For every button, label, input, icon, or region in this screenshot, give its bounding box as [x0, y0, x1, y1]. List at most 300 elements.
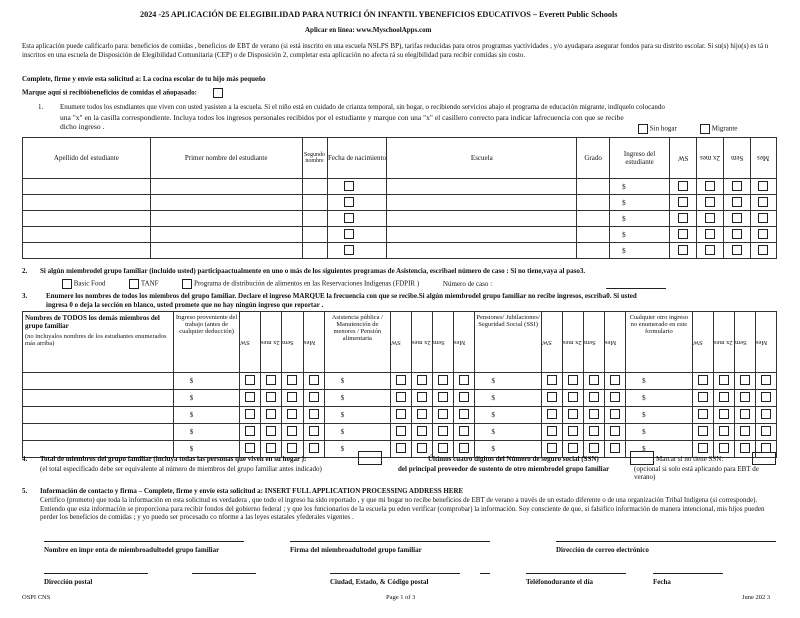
frequency-checkbox[interactable]: [287, 375, 297, 385]
frequency-checkbox[interactable]: [719, 409, 729, 419]
frequency-checkbox[interactable]: [719, 426, 729, 436]
freq-cell: [723, 179, 750, 195]
frequency-checkbox[interactable]: [245, 392, 255, 402]
step5-text-a: Información de contacto y firma – Complete, firme y envíe esta solicitud a: INSERT FULL APPLICATION PROCESSING ADDRESS HERE: [40, 487, 464, 495]
email-field[interactable]: [556, 541, 776, 542]
freq-cell: [412, 390, 433, 407]
frequency-checkbox[interactable]: [758, 213, 768, 223]
case-number-label: Número de caso :: [442, 279, 493, 288]
household-row: [23, 390, 777, 407]
student-dob-cell[interactable]: [327, 179, 387, 195]
hh-col-work: Ingreso proveniente del trabajo (antes de cualquier deducción): [173, 312, 240, 373]
address-label: Dirección postal: [44, 578, 93, 586]
frequency-checkbox[interactable]: [459, 443, 469, 453]
frequency-checkbox[interactable]: [705, 181, 715, 191]
student-first-name-cell[interactable]: [150, 243, 302, 259]
frequency-checkbox[interactable]: [678, 245, 688, 255]
city-state-zip-field[interactable]: [330, 573, 460, 574]
household-row: [23, 373, 777, 390]
student-grade-cell[interactable]: [577, 195, 610, 211]
frequency-checkbox[interactable]: [610, 426, 620, 436]
step4-number: 4.: [22, 455, 28, 463]
student-last-name-cell[interactable]: [23, 243, 151, 259]
freq-cell: [755, 373, 776, 390]
tanf-label: TANF: [140, 279, 159, 288]
income-amount-cell[interactable]: [626, 373, 693, 390]
frequency-checkbox[interactable]: [438, 426, 448, 436]
migrant-option: [700, 124, 737, 134]
frequency-checkbox[interactable]: [438, 375, 448, 385]
date-label: Fecha: [653, 578, 671, 586]
income-amount-cell[interactable]: [626, 424, 693, 441]
freq-cell: [303, 373, 324, 390]
freq-cell: [605, 441, 626, 458]
freq-cell: [282, 390, 303, 407]
freq-cell: [282, 424, 303, 441]
freq-cell: [697, 195, 724, 211]
col-last-name: Apellido del estudiante: [23, 138, 151, 179]
frequency-checkbox[interactable]: [761, 409, 771, 419]
frequency-checkbox[interactable]: [610, 375, 620, 385]
household-member-name-cell[interactable]: [23, 390, 174, 407]
freq-cell: [412, 373, 433, 390]
student-first-name-cell[interactable]: [150, 179, 302, 195]
step1-text-b: una "x" en la casilla correspondiente. Incluya todos los ingresos personales recibidos por el estudiante y marque con una "x" el casillero correcto para indicar lafrecuencia con que se recibe dicho ingreso .: [60, 113, 624, 131]
freq-cell: [734, 390, 755, 407]
student-income-cell[interactable]: [610, 211, 670, 227]
frequency-checkbox[interactable]: [417, 443, 427, 453]
freq-cell: [692, 390, 713, 407]
freq-cell: [734, 373, 755, 390]
frequency-checkbox[interactable]: [266, 426, 276, 436]
email-label: Dirección de correo electrónico: [556, 546, 649, 554]
student-dob-cell[interactable]: [327, 227, 387, 243]
income-amount-cell[interactable]: [173, 390, 240, 407]
dollar-sign: $: [491, 377, 495, 385]
student-second-name-cell[interactable]: [302, 227, 327, 243]
frequency-checkbox[interactable]: [287, 443, 297, 453]
frequency-checkbox[interactable]: [438, 443, 448, 453]
frequency-checkbox[interactable]: [547, 409, 557, 419]
freq-cell: [541, 424, 562, 441]
frequency-checkbox[interactable]: [589, 375, 599, 385]
frequency-checkbox[interactable]: [287, 392, 297, 402]
col-freq-4: Mes: [750, 138, 776, 179]
frequency-checkbox[interactable]: [266, 375, 276, 385]
freq-cell: [391, 390, 412, 407]
freq-cell: [583, 373, 604, 390]
freq-cell: [391, 373, 412, 390]
freq-cell: [562, 373, 583, 390]
freq-cell: [583, 424, 604, 441]
student-school-cell[interactable]: [387, 211, 577, 227]
step2-options: [62, 279, 492, 289]
city-label: Ciudad, Estado, & Código postal: [330, 578, 429, 586]
frequency-checkbox[interactable]: [761, 375, 771, 385]
freq-cell: [713, 390, 734, 407]
step2-text: Si algún miembrodel grupo familiar (incluido usted) participaactualmente en uno o más de los siguientes programas de Asistencia, escribael número de caso : Si no tiene,vaya al paso3.: [40, 267, 586, 275]
hh-col-pension: Pensiones/ Jubilaciones/ Seguridad Social (SSI): [475, 312, 542, 373]
frequency-checkbox[interactable]: [417, 375, 427, 385]
freq-cell: [723, 195, 750, 211]
frequency-checkbox[interactable]: [396, 426, 406, 436]
frequency-checkbox[interactable]: [287, 426, 297, 436]
frequency-checkbox[interactable]: [245, 426, 255, 436]
frequency-checkbox[interactable]: [719, 375, 729, 385]
frequency-checkbox[interactable]: [459, 426, 469, 436]
freq-cell: [391, 441, 412, 458]
instruction-submit: Complete, firme y envíe esta solicitud a: La cocina escolar de tu hijo más pequeño: [22, 75, 266, 83]
ssn-field[interactable]: [630, 451, 654, 465]
student-grade-cell[interactable]: [577, 179, 610, 195]
student-dob-cell[interactable]: [327, 211, 387, 227]
student-school-cell[interactable]: [387, 243, 577, 259]
household-member-name-cell[interactable]: [23, 407, 174, 424]
income-amount-cell[interactable]: [173, 407, 240, 424]
frequency-checkbox[interactable]: [719, 392, 729, 402]
step5-certify: Certifico (prometo) que toda la información en esta solicitud es verdadera , que todo el ingreso ha sido reportado , y que mi hogar no recibe beneficios de EBT de verano a través de un estado diferente o de una organización Tribal Indígena (si corresponde). Entiendo que esta información se proporciona para recibir fondos del gobierno federal ; y que los funcionarios de la escuela pu eden verificar (comprobar) la información. Soy consciente de que, si falsifico información de manera intencional, mis hijos pueden perder los beneficios de comidas ; y yo puedo ser procesado co nforme a las leyes estatales yfederales vigentes .: [40, 496, 765, 521]
printed-name-label: Nombre en impr enta de miembroadultodel grupo familiar: [44, 546, 220, 554]
income-amount-cell[interactable]: [626, 407, 693, 424]
household-member-name-cell[interactable]: [23, 424, 174, 441]
frequency-checkbox[interactable]: [698, 392, 708, 402]
dollar-sign: $: [622, 198, 626, 207]
frequency-checkbox[interactable]: [309, 409, 319, 419]
freq-cell: [697, 211, 724, 227]
frequency-checkbox[interactable]: [396, 392, 406, 402]
student-income-cell[interactable]: [610, 195, 670, 211]
frequency-checkbox[interactable]: [568, 375, 578, 385]
step3-text-a: Enumere los nombres de todos los miembros del grupo familiar. Declare el ingreso MARQUE la frecuencia con que se recibe.Si algún miembrodel grupo familiar no recibe ingresos, escriba0. Si usted: [46, 292, 637, 300]
frequency-checkbox[interactable]: [761, 392, 771, 402]
freq-cell: [713, 407, 734, 424]
frequency-checkbox[interactable]: [396, 409, 406, 419]
student-second-name-cell[interactable]: [302, 243, 327, 259]
dollar-sign: $: [340, 428, 345, 436]
basic-food-label: Basic Food: [73, 279, 106, 288]
frequency-checkbox[interactable]: [266, 409, 276, 419]
income-amount-cell[interactable]: [324, 424, 391, 441]
frequency-checkbox[interactable]: [610, 392, 620, 402]
frequency-checkbox[interactable]: [705, 213, 715, 223]
frequency-checkbox[interactable]: [438, 409, 448, 419]
freq-cell: [412, 424, 433, 441]
freq-cell: [391, 407, 412, 424]
frequency-checkbox[interactable]: [758, 197, 768, 207]
income-amount-cell[interactable]: [475, 390, 542, 407]
frequency-checkbox[interactable]: [266, 392, 276, 402]
frequency-checkbox[interactable]: [610, 443, 620, 453]
frequency-checkbox[interactable]: [417, 426, 427, 436]
dollar-sign: $: [340, 377, 345, 385]
col-dob: Fecha de nacimiento: [327, 138, 387, 179]
fdpir-checkbox[interactable]: [182, 279, 192, 289]
hh-col-assist: Asistencia pública / Manutención de menores / Pensión alimentaria: [324, 312, 391, 373]
step4-text-b: (el total especificado debe ser equivalente al número de miembros del grupo familiar antes indicado): [40, 465, 322, 473]
dollar-sign: $: [622, 214, 626, 223]
col-income: Ingreso del estudiante: [610, 138, 670, 179]
student-school-cell[interactable]: [387, 179, 577, 195]
tanf-checkbox[interactable]: [129, 279, 139, 289]
dollar-sign: $: [189, 445, 194, 453]
frequency-checkbox[interactable]: [705, 197, 715, 207]
freq-cell: [261, 424, 282, 441]
freq-cell: [433, 407, 454, 424]
student-last-name-cell[interactable]: [23, 179, 151, 195]
frequency-checkbox[interactable]: [589, 426, 599, 436]
student-first-name-cell[interactable]: [150, 211, 302, 227]
date-field[interactable]: [653, 573, 723, 574]
frequency-checkbox[interactable]: [309, 392, 319, 402]
frequency-checkbox[interactable]: [732, 181, 742, 191]
frequency-checkbox[interactable]: [245, 443, 255, 453]
frequency-checkbox[interactable]: [287, 409, 297, 419]
freq-cell: [697, 227, 724, 243]
frequency-checkbox[interactable]: [245, 409, 255, 419]
dollar-sign: $: [491, 394, 495, 402]
student-last-name-cell[interactable]: [23, 195, 151, 211]
freq-cell: [261, 407, 282, 424]
frequency-checkbox[interactable]: [758, 181, 768, 191]
student-second-name-cell[interactable]: [302, 179, 327, 195]
income-amount-cell[interactable]: [324, 390, 391, 407]
col-first-name: Primer nombre del estudiante: [150, 138, 302, 179]
freq-cell: [541, 390, 562, 407]
frequency-checkbox[interactable]: [732, 197, 742, 207]
migrant-checkbox[interactable]: [700, 124, 710, 134]
frequency-checkbox[interactable]: [740, 375, 750, 385]
col-grade: Grado: [577, 138, 610, 179]
frequency-checkbox[interactable]: [568, 443, 578, 453]
income-amount-cell[interactable]: [475, 373, 542, 390]
student-row: [23, 243, 777, 259]
frequency-checkbox[interactable]: [417, 409, 427, 419]
freq-cell: [755, 407, 776, 424]
frequency-checkbox[interactable]: [568, 392, 578, 402]
income-amount-cell[interactable]: [324, 373, 391, 390]
frequency-checkbox[interactable]: [732, 213, 742, 223]
case-number-field[interactable]: [606, 288, 666, 289]
freq-cell: [541, 407, 562, 424]
income-amount-cell[interactable]: [475, 424, 542, 441]
frequency-checkbox[interactable]: [547, 392, 557, 402]
frequency-checkbox[interactable]: [396, 443, 406, 453]
frequency-checkbox[interactable]: [438, 392, 448, 402]
signature-field[interactable]: [290, 541, 490, 542]
frequency-checkbox[interactable]: [732, 229, 742, 239]
dollar-sign: $: [642, 428, 646, 436]
homeless-checkbox[interactable]: [638, 124, 648, 134]
frequency-checkbox[interactable]: [740, 409, 750, 419]
student-second-name-cell[interactable]: [302, 211, 327, 227]
step1-text-a: Enumere todos los estudiantes que viven con usted yasisten a la escuela. Si el niño está en cuidado de crianza temporal, sin hogar, o recibiendo servicios abajo el programa de educación migrante, indíquelo colocando: [60, 103, 665, 111]
frequency-checkbox[interactable]: [678, 181, 688, 191]
foster-checkbox[interactable]: [344, 197, 354, 207]
student-school-cell[interactable]: [387, 195, 577, 211]
frequency-checkbox[interactable]: [417, 392, 427, 402]
dollar-sign: $: [189, 394, 194, 402]
step2-number: 2.: [22, 267, 28, 275]
freq-cell: [605, 424, 626, 441]
freq-cell: [713, 373, 734, 390]
frequency-checkbox[interactable]: [732, 245, 742, 255]
frequency-checkbox[interactable]: [309, 375, 319, 385]
freq-cell: [734, 407, 755, 424]
frequency-checkbox[interactable]: [678, 197, 688, 207]
frequency-checkbox[interactable]: [589, 443, 599, 453]
frequency-checkbox[interactable]: [309, 443, 319, 453]
step5-number: 5.: [22, 487, 28, 495]
ssn-label-b: del principal proveedor de sustento de otro miembrodel grupo familiar: [398, 465, 610, 473]
printed-name-field[interactable]: [44, 541, 244, 542]
dollar-sign: $: [642, 377, 646, 385]
student-last-name-cell[interactable]: [23, 227, 151, 243]
freq-cell: [605, 390, 626, 407]
dollar-sign: $: [189, 377, 194, 385]
income-amount-cell[interactable]: [626, 390, 693, 407]
income-amount-cell[interactable]: [324, 407, 391, 424]
frequency-checkbox[interactable]: [309, 426, 319, 436]
household-row: [23, 407, 777, 424]
freq-cell: [670, 211, 697, 227]
frequency-checkbox[interactable]: [610, 409, 620, 419]
frequency-checkbox[interactable]: [698, 409, 708, 419]
student-first-name-cell[interactable]: [150, 227, 302, 243]
student-last-name-cell[interactable]: [23, 211, 151, 227]
frequency-checkbox[interactable]: [698, 426, 708, 436]
freq-cell: [692, 407, 713, 424]
frequency-checkbox[interactable]: [589, 392, 599, 402]
dollar-sign: $: [622, 182, 626, 191]
foster-checkbox[interactable]: [344, 213, 354, 223]
basic-food-checkbox[interactable]: [62, 279, 72, 289]
student-grade-cell[interactable]: [577, 227, 610, 243]
freq-cell: [713, 424, 734, 441]
foster-checkbox[interactable]: [344, 245, 354, 255]
student-income-cell[interactable]: [610, 227, 670, 243]
frequency-checkbox[interactable]: [758, 245, 768, 255]
frequency-checkbox[interactable]: [266, 443, 276, 453]
frequency-checkbox[interactable]: [547, 443, 557, 453]
frequency-checkbox[interactable]: [705, 245, 715, 255]
step3-number: 3.: [22, 292, 28, 300]
frequency-checkbox[interactable]: [568, 409, 578, 419]
no-ssn-checkbox[interactable]: [752, 452, 776, 465]
freq-cell: [412, 407, 433, 424]
freq-cell: [750, 243, 776, 259]
foster-checkbox[interactable]: [344, 229, 354, 239]
household-total-field[interactable]: [358, 451, 382, 465]
household-header-row: Nombres de TODOS los demás miembros del grupo familiar (no incluyalos nombres de los estudiantes enumerados más arriba) Ingreso proveniente del trabajo (antes de cualquier deducción) SW 2x mes Sem Mes Asistencia pública / Manutención de menores / Pensión alimentaria SW 2x mes Sem Mes Pensiones/ Jubilaciones/ Seguridad Social (SSI) SW 2x mes Sem Mes Cualquier otro ingreso no enumerado en este formulario SW 2x mes Sem Mes: [23, 312, 777, 373]
student-first-name-cell[interactable]: [150, 195, 302, 211]
student-school-cell[interactable]: [387, 227, 577, 243]
dollar-sign: $: [491, 428, 495, 436]
hh-col-names: Nombres de TODOS los demás miembros del grupo familiar (no incluyalos nombres de los estudiantes enumerados más arriba): [23, 312, 174, 373]
frequency-checkbox[interactable]: [705, 229, 715, 239]
freq-cell: [750, 195, 776, 211]
col-school: Escuela: [387, 138, 577, 179]
freq-cell: [391, 424, 412, 441]
student-grade-cell[interactable]: [577, 211, 610, 227]
freq-cell: [750, 211, 776, 227]
foster-checkbox[interactable]: [344, 181, 354, 191]
frequency-checkbox[interactable]: [678, 229, 688, 239]
frequency-checkbox[interactable]: [547, 426, 557, 436]
dollar-sign: $: [189, 411, 194, 419]
student-second-name-cell[interactable]: [302, 195, 327, 211]
frequency-checkbox[interactable]: [589, 409, 599, 419]
freq-cell: [755, 424, 776, 441]
frequency-checkbox[interactable]: [719, 443, 729, 453]
student-income-cell[interactable]: [610, 243, 670, 259]
income-amount-cell[interactable]: [173, 373, 240, 390]
freq-cell: [433, 424, 454, 441]
frequency-checkbox[interactable]: [459, 392, 469, 402]
student-dob-cell[interactable]: [327, 243, 387, 259]
dollar-sign: $: [491, 445, 495, 453]
address-field[interactable]: [44, 573, 148, 574]
freq-cell: [433, 390, 454, 407]
income-amount-cell[interactable]: [173, 424, 240, 441]
frequency-checkbox[interactable]: [459, 375, 469, 385]
frequency-checkbox[interactable]: [547, 375, 557, 385]
dollar-sign: $: [340, 394, 345, 402]
frequency-checkbox[interactable]: [698, 443, 708, 453]
student-header-row: [23, 138, 777, 179]
dollar-sign: $: [340, 445, 345, 453]
freq-cell: [692, 424, 713, 441]
frequency-checkbox[interactable]: [740, 426, 750, 436]
freq-cell: [605, 373, 626, 390]
apt-field[interactable]: [192, 573, 256, 574]
dollar-sign: $: [642, 411, 646, 419]
freq-cell: [750, 227, 776, 243]
phone-field[interactable]: [526, 573, 626, 574]
frequency-checkbox[interactable]: [761, 426, 771, 436]
freq-cell: [261, 390, 282, 407]
frequency-checkbox[interactable]: [740, 392, 750, 402]
freq-cell: [433, 373, 454, 390]
student-table: [22, 137, 777, 259]
student-row: [23, 195, 777, 211]
frequency-checkbox[interactable]: [758, 229, 768, 239]
student-grade-cell[interactable]: [577, 243, 610, 259]
freq-cell: [282, 407, 303, 424]
freq-cell: [692, 373, 713, 390]
frequency-checkbox[interactable]: [698, 375, 708, 385]
footer-right: June 202 3: [742, 594, 771, 601]
household-member-name-cell[interactable]: [23, 373, 174, 390]
dollar-sign: $: [622, 230, 626, 239]
frequency-checkbox[interactable]: [396, 375, 406, 385]
frequency-checkbox[interactable]: [245, 375, 255, 385]
freq-cell: [303, 390, 324, 407]
frequency-checkbox[interactable]: [678, 213, 688, 223]
frequency-checkbox[interactable]: [740, 443, 750, 453]
freq-cell: [240, 407, 261, 424]
income-amount-cell[interactable]: [475, 407, 542, 424]
dollar-sign: $: [622, 246, 626, 255]
student-dob-cell[interactable]: [327, 195, 387, 211]
ssn-label-a: Últimos cuatro dígitos del Número de seguro social (SSN): [428, 455, 599, 463]
frequency-checkbox[interactable]: [568, 426, 578, 436]
student-income-cell[interactable]: [610, 179, 670, 195]
last-year-benefits-checkbox[interactable]: [213, 88, 223, 98]
frequency-checkbox[interactable]: [459, 409, 469, 419]
freq-cell: [454, 424, 475, 441]
footer-left: OSPI CNS: [22, 594, 51, 601]
step1-number: 1.: [38, 103, 44, 111]
